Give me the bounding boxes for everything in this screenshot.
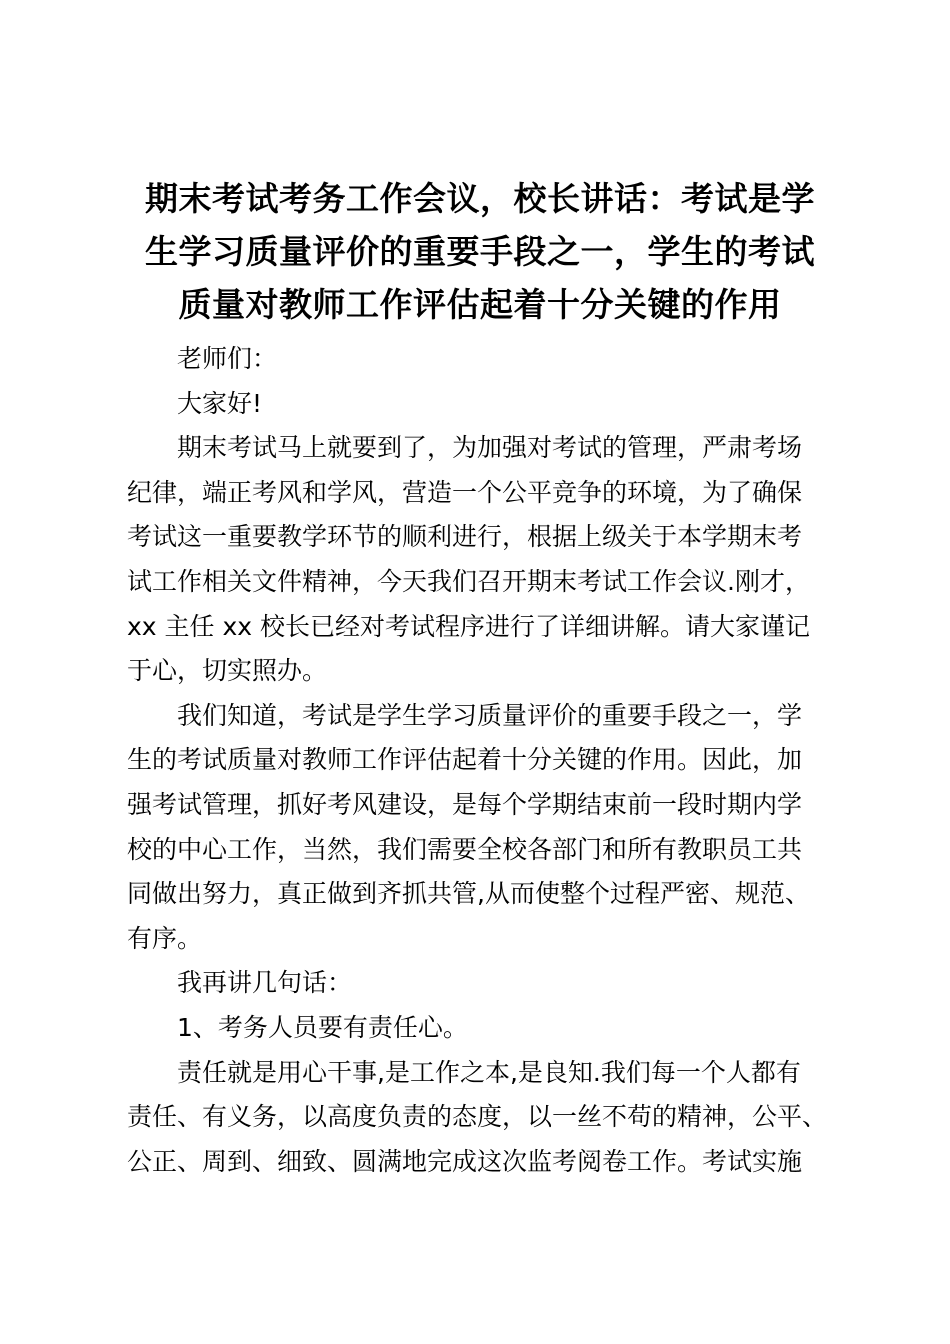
title-line: 生学习质量评价的重要手段之一，学生的考试: [145, 232, 815, 271]
text-line: 试工作相关文件精神，今天我们召开期末考试工作会议.刚才，: [127, 566, 810, 596]
text-line: 责任就是用心干事,是工作之本,是良知.我们每一个人都有: [177, 1057, 801, 1087]
text-line: 责任、有义务，以高度负责的态度，以一丝不苟的精神，公平、: [127, 1102, 828, 1132]
text-line: 纪律，端正考风和学风，营造一个公平竞争的环境，为了确保: [127, 477, 803, 507]
text-line: 老师们：: [177, 344, 278, 373]
text-line: 期末考试马上就要到了，为加强对考试的管理，严肃考场: [177, 433, 803, 463]
body-paragraph: [127, 426, 833, 694]
text-line: xx 主任 xx 校长已经对考试程序进行了详细讲解。请大家谨记: [127, 611, 811, 641]
text-line: 同做出努力，真正做到齐抓共管,从而使整个过程严密、规范、: [127, 879, 810, 909]
greeting-paragraph: [127, 337, 833, 382]
text-line: 校的中心工作，当然，我们需要全校各部门和所有教职员工共: [127, 834, 803, 864]
text-line: 有序。: [127, 923, 203, 953]
text-line: 公正、周到、细致、圆满地完成这次监考阅卷工作。考试实施: [127, 1146, 803, 1176]
document-title: [127, 172, 833, 331]
body-paragraph: [127, 694, 833, 962]
section-heading: [127, 1006, 833, 1051]
title-line: 质量对教师工作评估起着十分关键的作用: [178, 285, 782, 324]
text-line: 生的考试质量对教师工作评估起着十分关键的作用。因此，加: [127, 745, 803, 775]
text-line: 1、考务人员要有责任心。: [177, 1012, 468, 1042]
document-body: [127, 337, 833, 1184]
text-line: 考试这一重要教学环节的顺利进行，根据上级关于本学期末考: [127, 522, 803, 552]
document-page: [127, 172, 833, 1184]
title-line: 期末考试考务工作会议，校长讲话：考试是学: [145, 179, 815, 218]
body-paragraph: [127, 1051, 833, 1185]
salutation-paragraph: [127, 382, 833, 427]
text-line: 我们知道，考试是学生学习质量评价的重要手段之一，学: [177, 700, 803, 730]
body-paragraph: [127, 961, 833, 1006]
text-line: 大家好!: [177, 388, 263, 418]
text-line: 强考试管理，抓好考风建设，是每个学期结束前一段时期内学: [127, 789, 803, 819]
text-line: 于心，切实照办。: [127, 656, 328, 686]
text-line: 我再讲几句话：: [177, 968, 353, 998]
